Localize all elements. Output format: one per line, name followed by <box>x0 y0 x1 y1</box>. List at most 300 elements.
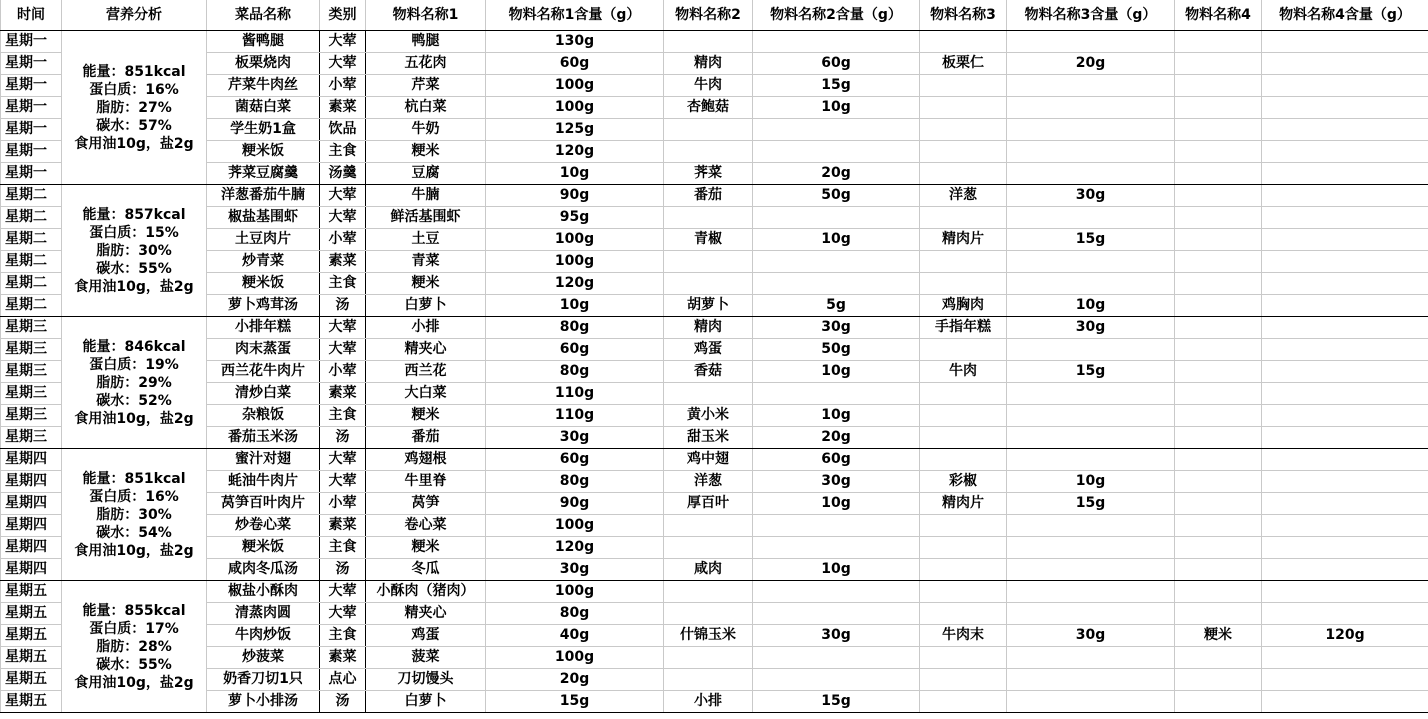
cell-material-3[interactable] <box>920 141 1007 163</box>
cell-material-3-amount[interactable] <box>1007 669 1175 691</box>
cell-day[interactable]: 星期二 <box>1 185 62 207</box>
cell-material-4[interactable] <box>1175 185 1262 207</box>
cell-category[interactable]: 小荤 <box>320 229 366 251</box>
nutrition-cell[interactable] <box>62 185 207 317</box>
cell-material-4[interactable] <box>1175 119 1262 141</box>
cell-material-4-amount[interactable] <box>1262 559 1428 581</box>
cell-material-1-amount[interactable]: 40g <box>486 625 664 647</box>
cell-category[interactable]: 素菜 <box>320 647 366 669</box>
cell-material-1-amount[interactable]: 15g <box>486 691 664 713</box>
cell-material-3[interactable] <box>920 603 1007 625</box>
cell-day[interactable]: 星期二 <box>1 273 62 295</box>
cell-day[interactable]: 星期二 <box>1 295 62 317</box>
cell-material-3[interactable] <box>920 207 1007 229</box>
cell-material-1-amount[interactable]: 95g <box>486 207 664 229</box>
cell-material-3[interactable] <box>920 31 1007 53</box>
cell-material-2[interactable]: 荠菜 <box>664 163 753 185</box>
header-material-3-amount[interactable]: 物料名称3含量（g） <box>1007 0 1175 31</box>
cell-material-1[interactable]: 青菜 <box>366 251 486 273</box>
cell-category[interactable]: 饮品 <box>320 119 366 141</box>
cell-material-3-amount[interactable] <box>1007 207 1175 229</box>
cell-material-1-amount[interactable]: 90g <box>486 185 664 207</box>
cell-material-2-amount[interactable]: 20g <box>753 163 920 185</box>
cell-material-4[interactable] <box>1175 537 1262 559</box>
cell-material-3-amount[interactable] <box>1007 603 1175 625</box>
cell-day[interactable]: 星期一 <box>1 31 62 53</box>
cell-material-3[interactable] <box>920 515 1007 537</box>
cell-material-4[interactable] <box>1175 603 1262 625</box>
cell-category[interactable]: 汤 <box>320 427 366 449</box>
cell-material-1-amount[interactable]: 10g <box>486 295 664 317</box>
cell-material-3[interactable] <box>920 581 1007 603</box>
cell-material-4-amount[interactable] <box>1262 449 1428 471</box>
cell-material-1-amount[interactable]: 80g <box>486 317 664 339</box>
cell-material-1-amount[interactable]: 125g <box>486 119 664 141</box>
cell-material-4[interactable] <box>1175 669 1262 691</box>
cell-material-2[interactable]: 鸡中翅 <box>664 449 753 471</box>
cell-material-2[interactable]: 杏鲍菇 <box>664 97 753 119</box>
cell-day[interactable]: 星期四 <box>1 537 62 559</box>
cell-category[interactable]: 大荤 <box>320 31 366 53</box>
cell-material-1-amount[interactable]: 120g <box>486 141 664 163</box>
header-category[interactable]: 类别 <box>320 0 366 31</box>
cell-material-1[interactable]: 豆腐 <box>366 163 486 185</box>
cell-material-2-amount[interactable]: 15g <box>753 75 920 97</box>
cell-material-3-amount[interactable] <box>1007 141 1175 163</box>
cell-category[interactable]: 汤羹 <box>320 163 366 185</box>
cell-material-3-amount[interactable]: 30g <box>1007 317 1175 339</box>
cell-material-2-amount[interactable]: 10g <box>753 229 920 251</box>
cell-category[interactable]: 汤 <box>320 559 366 581</box>
cell-material-1[interactable]: 莴笋 <box>366 493 486 515</box>
cell-dish-name[interactable]: 炒青菜 <box>207 251 320 273</box>
header-nutrition[interactable]: 营养分析 <box>62 0 207 31</box>
cell-material-4[interactable] <box>1175 207 1262 229</box>
nutrition-cell[interactable] <box>62 581 207 713</box>
cell-material-1-amount[interactable]: 80g <box>486 471 664 493</box>
cell-material-1-amount[interactable]: 30g <box>486 427 664 449</box>
cell-material-3[interactable] <box>920 383 1007 405</box>
cell-dish-name[interactable]: 椒盐小酥肉 <box>207 581 320 603</box>
cell-material-1[interactable]: 白萝卜 <box>366 691 486 713</box>
cell-day[interactable]: 星期四 <box>1 471 62 493</box>
cell-day[interactable]: 星期二 <box>1 207 62 229</box>
cell-material-1[interactable]: 白萝卜 <box>366 295 486 317</box>
cell-material-4[interactable] <box>1175 97 1262 119</box>
cell-material-2[interactable] <box>664 603 753 625</box>
cell-dish-name[interactable]: 清炒白菜 <box>207 383 320 405</box>
cell-material-1[interactable]: 牛腩 <box>366 185 486 207</box>
cell-material-2-amount[interactable] <box>753 251 920 273</box>
cell-material-2[interactable] <box>664 581 753 603</box>
cell-material-1[interactable]: 精夹心 <box>366 603 486 625</box>
cell-material-2-amount[interactable]: 50g <box>753 339 920 361</box>
cell-material-4[interactable] <box>1175 449 1262 471</box>
cell-material-4-amount[interactable] <box>1262 251 1428 273</box>
cell-material-2[interactable] <box>664 273 753 295</box>
cell-material-3-amount[interactable] <box>1007 515 1175 537</box>
cell-material-2[interactable] <box>664 207 753 229</box>
cell-material-1[interactable]: 小排 <box>366 317 486 339</box>
cell-material-1-amount[interactable]: 120g <box>486 273 664 295</box>
cell-category[interactable]: 大荤 <box>320 603 366 625</box>
cell-material-2[interactable] <box>664 31 753 53</box>
cell-day[interactable]: 星期五 <box>1 647 62 669</box>
cell-category[interactable]: 小荤 <box>320 75 366 97</box>
cell-material-3[interactable] <box>920 339 1007 361</box>
cell-category[interactable]: 大荤 <box>320 449 366 471</box>
cell-material-4[interactable] <box>1175 647 1262 669</box>
cell-material-3-amount[interactable]: 15g <box>1007 361 1175 383</box>
cell-material-1[interactable]: 精夹心 <box>366 339 486 361</box>
header-dish-name[interactable]: 菜品名称 <box>207 0 320 31</box>
cell-material-2[interactable]: 精肉 <box>664 53 753 75</box>
cell-material-2[interactable]: 香菇 <box>664 361 753 383</box>
cell-material-4-amount[interactable] <box>1262 317 1428 339</box>
cell-material-1[interactable]: 菠菜 <box>366 647 486 669</box>
cell-material-2-amount[interactable]: 5g <box>753 295 920 317</box>
cell-material-3-amount[interactable] <box>1007 75 1175 97</box>
cell-material-4[interactable] <box>1175 383 1262 405</box>
cell-material-4[interactable] <box>1175 229 1262 251</box>
cell-day[interactable]: 星期五 <box>1 669 62 691</box>
cell-material-1[interactable]: 鲜活基围虾 <box>366 207 486 229</box>
cell-day[interactable]: 星期三 <box>1 339 62 361</box>
cell-day[interactable]: 星期四 <box>1 559 62 581</box>
cell-material-1[interactable]: 粳米 <box>366 405 486 427</box>
cell-material-2-amount[interactable]: 30g <box>753 317 920 339</box>
header-material-2-amount[interactable]: 物料名称2含量（g） <box>753 0 920 31</box>
cell-category[interactable]: 素菜 <box>320 515 366 537</box>
cell-material-4[interactable] <box>1175 691 1262 713</box>
cell-material-4[interactable] <box>1175 295 1262 317</box>
cell-category[interactable]: 素菜 <box>320 383 366 405</box>
cell-material-1-amount[interactable]: 80g <box>486 603 664 625</box>
cell-dish-name[interactable]: 杂粮饭 <box>207 405 320 427</box>
cell-material-3-amount[interactable]: 10g <box>1007 471 1175 493</box>
cell-dish-name[interactable]: 椒盐基围虾 <box>207 207 320 229</box>
cell-material-2[interactable] <box>664 141 753 163</box>
cell-material-2[interactable]: 牛肉 <box>664 75 753 97</box>
cell-category[interactable]: 小荤 <box>320 361 366 383</box>
cell-material-1[interactable]: 卷心菜 <box>366 515 486 537</box>
header-material-2[interactable]: 物料名称2 <box>664 0 753 31</box>
cell-material-2-amount[interactable] <box>753 603 920 625</box>
cell-material-1-amount[interactable]: 100g <box>486 75 664 97</box>
cell-dish-name[interactable]: 莴笋百叶肉片 <box>207 493 320 515</box>
cell-material-4-amount[interactable] <box>1262 53 1428 75</box>
cell-dish-name[interactable]: 菌菇白菜 <box>207 97 320 119</box>
cell-material-3[interactable] <box>920 75 1007 97</box>
cell-dish-name[interactable]: 西兰花牛肉片 <box>207 361 320 383</box>
cell-material-2[interactable]: 甜玉米 <box>664 427 753 449</box>
cell-material-2[interactable] <box>664 119 753 141</box>
cell-day[interactable]: 星期四 <box>1 493 62 515</box>
cell-material-1-amount[interactable]: 100g <box>486 581 664 603</box>
cell-material-4-amount[interactable] <box>1262 119 1428 141</box>
cell-material-4[interactable] <box>1175 53 1262 75</box>
cell-material-4[interactable] <box>1175 559 1262 581</box>
cell-material-1[interactable]: 刀切馒头 <box>366 669 486 691</box>
cell-material-3-amount[interactable] <box>1007 559 1175 581</box>
cell-material-1[interactable]: 小酥肉（猪肉） <box>366 581 486 603</box>
cell-material-3[interactable] <box>920 691 1007 713</box>
cell-day[interactable]: 星期一 <box>1 141 62 163</box>
cell-category[interactable]: 大荤 <box>320 53 366 75</box>
cell-material-1-amount[interactable]: 60g <box>486 53 664 75</box>
cell-material-1-amount[interactable]: 60g <box>486 339 664 361</box>
cell-material-4-amount[interactable] <box>1262 75 1428 97</box>
cell-material-4-amount[interactable] <box>1262 339 1428 361</box>
cell-dish-name[interactable]: 萝卜鸡茸汤 <box>207 295 320 317</box>
cell-material-3[interactable]: 彩椒 <box>920 471 1007 493</box>
cell-material-2-amount[interactable]: 10g <box>753 361 920 383</box>
cell-category[interactable]: 主食 <box>320 625 366 647</box>
cell-category[interactable]: 主食 <box>320 273 366 295</box>
cell-day[interactable]: 星期一 <box>1 163 62 185</box>
cell-material-1[interactable]: 杭白菜 <box>366 97 486 119</box>
cell-material-3-amount[interactable] <box>1007 163 1175 185</box>
cell-material-4[interactable] <box>1175 581 1262 603</box>
cell-day[interactable]: 星期三 <box>1 317 62 339</box>
cell-material-4-amount[interactable] <box>1262 603 1428 625</box>
nutrition-cell[interactable] <box>62 31 207 185</box>
cell-material-1[interactable]: 五花肉 <box>366 53 486 75</box>
cell-material-3-amount[interactable] <box>1007 273 1175 295</box>
cell-material-2[interactable] <box>664 669 753 691</box>
cell-material-2-amount[interactable] <box>753 273 920 295</box>
cell-material-4-amount[interactable] <box>1262 515 1428 537</box>
cell-category[interactable]: 汤 <box>320 691 366 713</box>
cell-material-2-amount[interactable]: 20g <box>753 427 920 449</box>
cell-material-2[interactable] <box>664 383 753 405</box>
cell-material-3-amount[interactable] <box>1007 405 1175 427</box>
cell-material-3[interactable] <box>920 97 1007 119</box>
cell-material-4[interactable] <box>1175 317 1262 339</box>
cell-material-4-amount[interactable] <box>1262 471 1428 493</box>
cell-material-2-amount[interactable] <box>753 515 920 537</box>
cell-material-2[interactable]: 黄小米 <box>664 405 753 427</box>
cell-material-3-amount[interactable] <box>1007 97 1175 119</box>
cell-dish-name[interactable]: 炒菠菜 <box>207 647 320 669</box>
cell-material-3-amount[interactable]: 10g <box>1007 295 1175 317</box>
cell-material-1[interactable]: 鸡蛋 <box>366 625 486 647</box>
cell-day[interactable]: 星期一 <box>1 53 62 75</box>
cell-material-1[interactable]: 鸭腿 <box>366 31 486 53</box>
cell-material-3[interactable]: 鸡胸肉 <box>920 295 1007 317</box>
cell-material-1-amount[interactable]: 80g <box>486 361 664 383</box>
nutrition-cell[interactable] <box>62 449 207 581</box>
cell-material-2[interactable]: 精肉 <box>664 317 753 339</box>
cell-dish-name[interactable]: 炒卷心菜 <box>207 515 320 537</box>
cell-material-1-amount[interactable]: 120g <box>486 537 664 559</box>
cell-material-4[interactable] <box>1175 471 1262 493</box>
cell-material-4-amount[interactable] <box>1262 141 1428 163</box>
cell-day[interactable]: 星期五 <box>1 625 62 647</box>
cell-category[interactable]: 汤 <box>320 295 366 317</box>
cell-material-3-amount[interactable] <box>1007 119 1175 141</box>
cell-dish-name[interactable]: 粳米饭 <box>207 537 320 559</box>
cell-material-4-amount[interactable] <box>1262 295 1428 317</box>
cell-dish-name[interactable]: 小排年糕 <box>207 317 320 339</box>
cell-material-1-amount[interactable]: 90g <box>486 493 664 515</box>
cell-category[interactable]: 大荤 <box>320 185 366 207</box>
cell-dish-name[interactable]: 芹菜牛肉丝 <box>207 75 320 97</box>
cell-material-2-amount[interactable]: 10g <box>753 97 920 119</box>
cell-material-1[interactable]: 粳米 <box>366 537 486 559</box>
cell-material-1[interactable]: 牛里脊 <box>366 471 486 493</box>
cell-material-4-amount[interactable] <box>1262 581 1428 603</box>
cell-material-2-amount[interactable]: 10g <box>753 493 920 515</box>
cell-material-2[interactable]: 番茄 <box>664 185 753 207</box>
cell-material-2-amount[interactable] <box>753 669 920 691</box>
cell-material-1-amount[interactable]: 60g <box>486 449 664 471</box>
cell-material-1[interactable]: 西兰花 <box>366 361 486 383</box>
cell-material-3[interactable] <box>920 119 1007 141</box>
cell-material-4[interactable] <box>1175 427 1262 449</box>
cell-material-1[interactable]: 牛奶 <box>366 119 486 141</box>
cell-material-4-amount[interactable] <box>1262 229 1428 251</box>
cell-material-4[interactable] <box>1175 361 1262 383</box>
cell-material-3[interactable]: 板栗仁 <box>920 53 1007 75</box>
cell-category[interactable]: 大荤 <box>320 581 366 603</box>
cell-dish-name[interactable]: 荠菜豆腐羹 <box>207 163 320 185</box>
cell-material-1[interactable]: 冬瓜 <box>366 559 486 581</box>
cell-material-3[interactable]: 精肉片 <box>920 229 1007 251</box>
cell-category[interactable]: 大荤 <box>320 339 366 361</box>
cell-category[interactable]: 主食 <box>320 405 366 427</box>
cell-material-2[interactable]: 鸡蛋 <box>664 339 753 361</box>
header-material-4[interactable]: 物料名称4 <box>1175 0 1262 31</box>
cell-dish-name[interactable]: 板栗烧肉 <box>207 53 320 75</box>
cell-dish-name[interactable]: 学生奶1盒 <box>207 119 320 141</box>
cell-material-2-amount[interactable] <box>753 581 920 603</box>
cell-material-2-amount[interactable]: 10g <box>753 405 920 427</box>
cell-material-2-amount[interactable]: 30g <box>753 625 920 647</box>
cell-material-1[interactable]: 芹菜 <box>366 75 486 97</box>
cell-material-4-amount[interactable] <box>1262 31 1428 53</box>
cell-material-3[interactable]: 牛肉 <box>920 361 1007 383</box>
cell-dish-name[interactable]: 奶香刀切1只 <box>207 669 320 691</box>
cell-material-1[interactable]: 大白菜 <box>366 383 486 405</box>
cell-material-1[interactable]: 鸡翅根 <box>366 449 486 471</box>
cell-material-3-amount[interactable] <box>1007 31 1175 53</box>
cell-material-3-amount[interactable] <box>1007 449 1175 471</box>
cell-material-1[interactable]: 番茄 <box>366 427 486 449</box>
cell-material-3[interactable] <box>920 559 1007 581</box>
cell-dish-name[interactable]: 牛肉炒饭 <box>207 625 320 647</box>
cell-material-4[interactable] <box>1175 163 1262 185</box>
cell-material-4[interactable] <box>1175 141 1262 163</box>
cell-dish-name[interactable]: 清蒸肉圆 <box>207 603 320 625</box>
cell-material-4-amount[interactable] <box>1262 405 1428 427</box>
cell-material-4[interactable] <box>1175 251 1262 273</box>
cell-material-2-amount[interactable]: 30g <box>753 471 920 493</box>
cell-material-2-amount[interactable]: 60g <box>753 53 920 75</box>
cell-material-4-amount[interactable] <box>1262 669 1428 691</box>
cell-material-3[interactable]: 手指年糕 <box>920 317 1007 339</box>
cell-material-1-amount[interactable]: 110g <box>486 383 664 405</box>
cell-day[interactable]: 星期四 <box>1 449 62 471</box>
cell-day[interactable]: 星期一 <box>1 97 62 119</box>
cell-material-2[interactable] <box>664 537 753 559</box>
cell-material-4[interactable] <box>1175 515 1262 537</box>
cell-material-2[interactable]: 洋葱 <box>664 471 753 493</box>
cell-material-2[interactable] <box>664 515 753 537</box>
cell-material-3[interactable] <box>920 405 1007 427</box>
cell-category[interactable]: 主食 <box>320 537 366 559</box>
cell-material-1-amount[interactable]: 100g <box>486 647 664 669</box>
cell-material-3-amount[interactable] <box>1007 339 1175 361</box>
cell-material-1-amount[interactable]: 110g <box>486 405 664 427</box>
cell-day[interactable]: 星期一 <box>1 119 62 141</box>
header-material-3[interactable]: 物料名称3 <box>920 0 1007 31</box>
cell-day[interactable]: 星期三 <box>1 405 62 427</box>
cell-dish-name[interactable]: 蜜汁对翅 <box>207 449 320 471</box>
cell-dish-name[interactable]: 番茄玉米汤 <box>207 427 320 449</box>
cell-material-3-amount[interactable] <box>1007 251 1175 273</box>
cell-material-3[interactable] <box>920 427 1007 449</box>
cell-material-2[interactable] <box>664 251 753 273</box>
cell-day[interactable]: 星期四 <box>1 515 62 537</box>
cell-material-2-amount[interactable]: 15g <box>753 691 920 713</box>
cell-material-2-amount[interactable]: 10g <box>753 559 920 581</box>
cell-category[interactable]: 大荤 <box>320 471 366 493</box>
cell-material-4-amount[interactable] <box>1262 163 1428 185</box>
cell-category[interactable]: 大荤 <box>320 207 366 229</box>
cell-material-2[interactable]: 什锦玉米 <box>664 625 753 647</box>
cell-material-1[interactable]: 土豆 <box>366 229 486 251</box>
cell-material-2-amount[interactable]: 50g <box>753 185 920 207</box>
cell-day[interactable]: 星期三 <box>1 427 62 449</box>
cell-material-3-amount[interactable]: 15g <box>1007 229 1175 251</box>
cell-day[interactable]: 星期五 <box>1 691 62 713</box>
cell-material-4-amount[interactable] <box>1262 427 1428 449</box>
header-material-1-amount[interactable]: 物料名称1含量（g） <box>486 0 664 31</box>
header-material-4-amount[interactable]: 物料名称4含量（g） <box>1262 0 1428 31</box>
cell-material-3-amount[interactable]: 30g <box>1007 625 1175 647</box>
cell-material-4-amount[interactable] <box>1262 97 1428 119</box>
cell-dish-name[interactable]: 咸肉冬瓜汤 <box>207 559 320 581</box>
cell-dish-name[interactable]: 肉末蒸蛋 <box>207 339 320 361</box>
cell-material-4-amount[interactable] <box>1262 383 1428 405</box>
cell-material-2-amount[interactable] <box>753 119 920 141</box>
cell-material-3[interactable] <box>920 537 1007 559</box>
cell-material-4[interactable] <box>1175 75 1262 97</box>
cell-category[interactable]: 主食 <box>320 141 366 163</box>
cell-material-3-amount[interactable] <box>1007 647 1175 669</box>
cell-material-1-amount[interactable]: 20g <box>486 669 664 691</box>
cell-category[interactable]: 大荤 <box>320 317 366 339</box>
cell-material-1-amount[interactable]: 100g <box>486 515 664 537</box>
cell-material-4[interactable] <box>1175 31 1262 53</box>
cell-material-3[interactable] <box>920 251 1007 273</box>
cell-day[interactable]: 星期三 <box>1 383 62 405</box>
cell-dish-name[interactable]: 蚝油牛肉片 <box>207 471 320 493</box>
cell-dish-name[interactable]: 酱鸭腿 <box>207 31 320 53</box>
cell-dish-name[interactable]: 土豆肉片 <box>207 229 320 251</box>
cell-material-3[interactable] <box>920 163 1007 185</box>
header-time[interactable]: 时间 <box>1 0 62 31</box>
cell-material-2[interactable]: 小排 <box>664 691 753 713</box>
cell-material-2-amount[interactable] <box>753 383 920 405</box>
cell-material-3-amount[interactable]: 15g <box>1007 493 1175 515</box>
cell-material-4[interactable] <box>1175 405 1262 427</box>
cell-material-4[interactable] <box>1175 493 1262 515</box>
cell-material-4-amount[interactable] <box>1262 207 1428 229</box>
cell-material-3[interactable]: 牛肉末 <box>920 625 1007 647</box>
cell-material-1[interactable]: 粳米 <box>366 141 486 163</box>
